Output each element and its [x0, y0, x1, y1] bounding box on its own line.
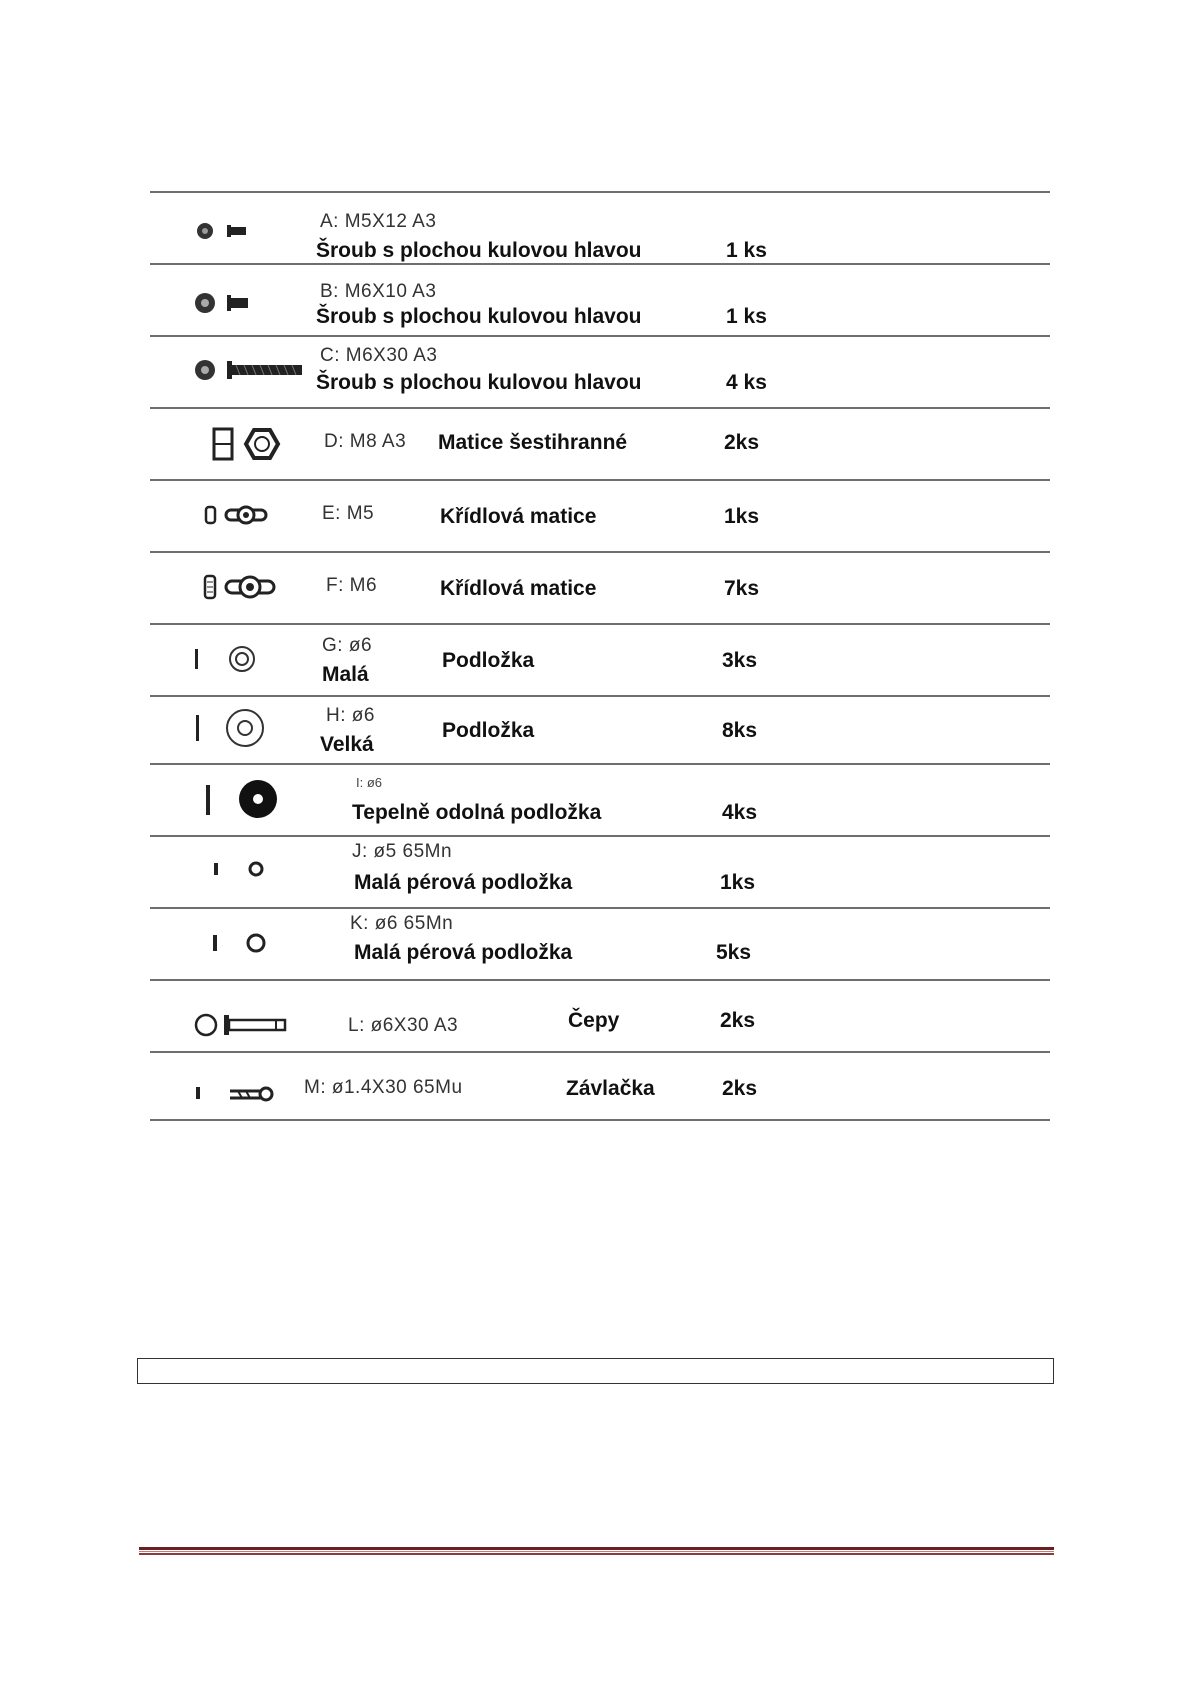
- empty-text-box: [137, 1358, 1054, 1384]
- part-row-b: [150, 263, 1050, 335]
- part-row-k: [150, 907, 1050, 979]
- part-quantity: 2ks: [722, 1077, 758, 1100]
- part-quantity: 1ks: [724, 505, 760, 528]
- part-description: Matice šestihranné: [438, 431, 628, 454]
- part-row-h: [150, 695, 1050, 763]
- part-code: L: ø6X30 A3: [348, 1015, 459, 1036]
- part-code: G: ø6: [322, 635, 373, 656]
- part-row-j: [150, 835, 1050, 907]
- part-row-i: [150, 763, 1050, 835]
- part-description: Tepelně odolná podložka: [352, 801, 602, 824]
- part-description: Malá pérová podložka: [354, 941, 573, 964]
- heat-resistant-washer-icon: [190, 763, 330, 835]
- part-description: Křídlová matice: [440, 577, 597, 600]
- part-code: F: M6: [326, 575, 378, 596]
- part-description: Podložka: [442, 649, 535, 672]
- large-washer-icon: [190, 695, 330, 763]
- part-code: M: ø1.4X30 65Mu: [304, 1077, 463, 1098]
- part-quantity: 5ks: [716, 941, 752, 964]
- wing-nut-small-icon: [190, 479, 330, 551]
- part-quantity: 1 ks: [726, 239, 767, 262]
- part-quantity: 1ks: [720, 871, 756, 894]
- part-row-a: [150, 191, 1050, 263]
- spring-washer-icon: [190, 907, 330, 979]
- part-size-label: Velká: [320, 733, 374, 756]
- part-description: Křídlová matice: [440, 505, 597, 528]
- button-head-screw-short-icon: [190, 263, 330, 335]
- part-quantity: 7ks: [724, 577, 760, 600]
- part-code: B: M6X10 A3: [320, 281, 437, 302]
- part-description: Šroub s plochou kulovou hlavou: [316, 239, 642, 262]
- wing-nut-icon: [190, 551, 330, 623]
- row-divider: [150, 1119, 1050, 1121]
- footer-rule: [139, 1547, 1054, 1555]
- part-description: Podložka: [442, 719, 535, 742]
- part-row-f: [150, 551, 1050, 623]
- part-row-c: [150, 335, 1050, 407]
- part-row-g: [150, 623, 1050, 695]
- part-row-m: [150, 1051, 1050, 1121]
- part-code: C: M6X30 A3: [320, 345, 438, 366]
- part-code: I: ø6: [356, 775, 383, 790]
- part-description: Závlačka: [566, 1077, 655, 1100]
- part-code: D: M8 A3: [324, 431, 407, 452]
- part-row-e: [150, 479, 1050, 551]
- part-row-d: [150, 407, 1050, 479]
- part-description: Čepy: [568, 1009, 620, 1032]
- part-size-label: Malá: [322, 663, 369, 686]
- part-quantity: 1 ks: [726, 305, 767, 328]
- part-code: H: ø6: [326, 705, 375, 726]
- part-quantity: 8ks: [722, 719, 758, 742]
- part-description: Malá pérová podložka: [354, 871, 573, 894]
- spring-washer-small-icon: [190, 835, 330, 907]
- part-quantity: 2ks: [720, 1009, 756, 1032]
- part-code: A: M5X12 A3: [320, 211, 437, 232]
- part-row-l: [150, 979, 1050, 1051]
- part-quantity: 2ks: [724, 431, 760, 454]
- part-quantity: 3ks: [722, 649, 758, 672]
- pin-icon: [190, 979, 330, 1051]
- part-code: J: ø5 65Mn: [352, 841, 453, 862]
- small-washer-icon: [190, 623, 330, 695]
- button-head-screw-long-icon: [190, 335, 330, 407]
- part-code: K: ø6 65Mn: [350, 913, 454, 934]
- part-code: E: M5: [322, 503, 375, 524]
- hex-nut-icon: [190, 407, 330, 479]
- parts-table: [150, 191, 1050, 1121]
- part-quantity: 4ks: [722, 801, 758, 824]
- part-quantity: 4 ks: [726, 371, 767, 394]
- part-description: Šroub s plochou kulovou hlavou: [316, 371, 642, 394]
- button-head-screw-small-icon: [190, 191, 330, 263]
- part-description: Šroub s plochou kulovou hlavou: [316, 305, 642, 328]
